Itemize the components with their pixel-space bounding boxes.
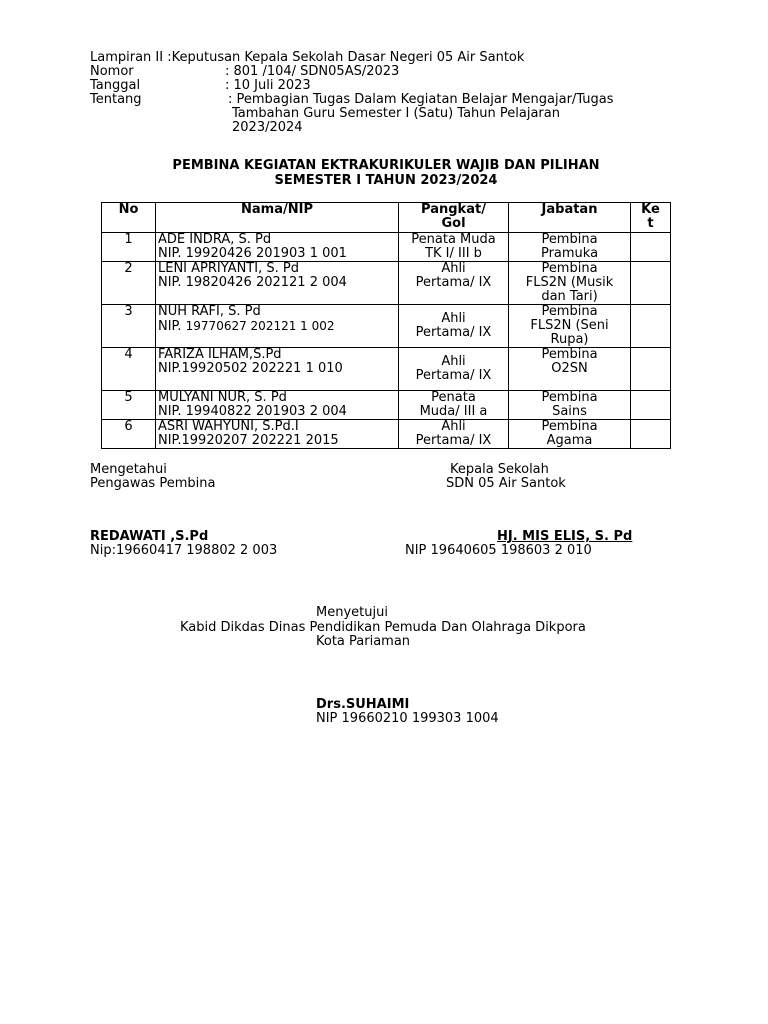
kepala-sekolah-label: Kepala Sekolah (450, 462, 549, 477)
teacher-name: ADE INDRA, S. Pd (158, 232, 272, 247)
teacher-nip: NIP. 19820426 202121 2 004 (158, 275, 347, 290)
pengawas-nip: Nip:19660417 198802 2 003 (90, 543, 278, 558)
cell-no: 5 (102, 391, 156, 420)
mengetahui-label: Mengetahui (90, 462, 167, 477)
jabatan-line-3: Rupa) (550, 332, 589, 347)
jabatan-line-2: FLS2N (Musik (525, 275, 614, 290)
cell-pangkat (399, 233, 509, 262)
kota-label: Kota Pariaman (316, 634, 411, 649)
teacher-nip: NIP.19920502 202221 1 010 (158, 361, 343, 376)
header-no: No (102, 203, 156, 233)
cell-ket (631, 391, 671, 420)
cell-no: 6 (102, 420, 156, 449)
header-nama-nip: Nama/NIP (156, 203, 399, 233)
teacher-nip: NIP.19920207 202221 2015 (158, 433, 339, 448)
teacher-nip: NIP. 19920426 201903 1 001 (158, 246, 347, 261)
cell-ket (631, 305, 671, 348)
pengawas-name: REDAWATI ,S.Pd (90, 529, 209, 544)
kabid-label: Kabid Dikdas Dinas Pendidikan Pemuda Dan Olahraga Dikpora (180, 620, 586, 635)
nomor-value: : 801 /104/ SDN05AS/2023 (225, 64, 400, 79)
cell-pangkat (399, 420, 509, 449)
cell-nama-nip (156, 348, 399, 391)
kabid-name: Drs.SUHAIMI (316, 697, 410, 712)
teacher-name: NUH RAFI, S. Pd (158, 304, 261, 319)
jabatan-line-3: dan Tari) (541, 289, 598, 304)
pangkat-line-2: Pertama/ IX (415, 368, 492, 383)
header-pangkat-line-2: Gol (441, 216, 466, 231)
teacher-name: FARIZA ILHAM,S.Pd (158, 347, 282, 362)
pangkat-line-2: Pertama/ IX (415, 433, 492, 448)
jabatan-line-2: FLS2N (Seni (530, 318, 609, 333)
teacher-nip: NIP. 19940822 201903 2 004 (158, 404, 347, 419)
tentang-line-1: : Pembagian Tugas Dalam Kegiatan Belajar Mengajar/Tugas (228, 92, 614, 107)
kabid-nip: NIP 19660210 199303 1004 (316, 711, 499, 726)
lampiran-value: Keputusan Kepala Sekolah Dasar Negeri 05 Air Santok (171, 50, 525, 65)
jabatan-line-1: Pembina (541, 390, 598, 405)
tanggal-label: Tanggal (90, 78, 141, 93)
pangkat-line-1: Penata Muda (411, 232, 496, 247)
cell-ket (631, 233, 671, 262)
jabatan-line-2: O2SN (551, 361, 588, 376)
pengawas-label: Pengawas Pembina (90, 476, 216, 491)
cell-jabatan (509, 348, 631, 391)
header-jabatan: Jabatan (509, 203, 631, 233)
cell-ket (631, 420, 671, 449)
jabatan-line-1: Pembina (541, 419, 598, 434)
header-pangkat-gol (399, 203, 509, 233)
cell-nama-nip (156, 305, 399, 348)
jabatan-line-1: Pembina (541, 347, 598, 362)
nip-number: 19770627 202121 1 002 (185, 319, 335, 333)
cell-nama-nip (156, 233, 399, 262)
cell-jabatan (509, 391, 631, 420)
cell-pangkat (399, 262, 509, 305)
menyetujui-label: Menyetujui (316, 605, 388, 620)
school-name-label: SDN 05 Air Santok (446, 476, 566, 491)
lampiran-label: Lampiran II : (90, 50, 172, 65)
table-row (102, 233, 671, 262)
table-row (102, 348, 671, 391)
pangkat-line-2: Muda/ III a (419, 404, 488, 419)
teacher-name: MULYANI NUR, S. Pd (158, 390, 287, 405)
cell-jabatan (509, 305, 631, 348)
pangkat-line-1: Ahli (441, 311, 466, 326)
kepala-sekolah-nip: NIP 19640605 198603 2 010 (405, 543, 592, 558)
document-title-line-2: SEMESTER I TAHUN 2023/2024 (274, 173, 498, 188)
cell-nama-nip (156, 391, 399, 420)
jabatan-line-1: Pembina (541, 261, 598, 276)
cell-jabatan (509, 420, 631, 449)
cell-ket (631, 348, 671, 391)
pangkat-line-2: Pertama/ IX (415, 325, 492, 340)
pangkat-line-1: Penata (431, 390, 476, 405)
nomor-label: Nomor (90, 64, 134, 79)
jabatan-line-1: Pembina (541, 232, 598, 247)
cell-no: 2 (102, 262, 156, 305)
kepala-sekolah-name: HJ. MIS ELIS, S. Pd (497, 529, 633, 544)
table-row (102, 391, 671, 420)
header-pangkat-line-1: Pangkat/ (421, 202, 486, 217)
table-row (102, 262, 671, 305)
cell-nama-nip (156, 420, 399, 449)
pangkat-line-2: Pertama/ IX (415, 275, 492, 290)
cell-no: 1 (102, 233, 156, 262)
cell-nama-nip (156, 262, 399, 305)
table-header-row (102, 203, 671, 233)
cell-jabatan (509, 233, 631, 262)
pangkat-line-2: TK I/ III b (425, 246, 482, 261)
cell-ket (631, 262, 671, 305)
header-ket-line-1: Ke (641, 202, 660, 217)
jabatan-line-2: Pramuka (540, 246, 599, 261)
pangkat-line-1: Ahli (441, 419, 466, 434)
tentang-line-2: Tambahan Guru Semester I (Satu) Tahun Pelajaran (232, 106, 560, 121)
lampiran-line (90, 51, 524, 65)
cell-no: 4 (102, 348, 156, 391)
cell-pangkat (399, 348, 509, 391)
assignment-table (101, 202, 671, 449)
tanggal-value: : 10 Juli 2023 (225, 78, 311, 93)
cell-no: 3 (102, 305, 156, 348)
jabatan-line-2: Sains (552, 404, 587, 419)
cell-pangkat (399, 305, 509, 348)
header-ket-line-2: t (647, 216, 654, 231)
nip-prefix: NIP. (158, 319, 182, 334)
tentang-line-3: 2023/2024 (232, 120, 303, 135)
table-row (102, 305, 671, 348)
teacher-name: LENI APRIYANTI, S. Pd (158, 261, 299, 276)
document-title-line-1: PEMBINA KEGIATAN EKTRAKURIKULER WAJIB DAN PILIHAN (172, 158, 600, 173)
teacher-name: ASRI WAHYUNI, S.Pd.I (158, 419, 299, 434)
teacher-nip (158, 319, 396, 334)
cell-pangkat (399, 391, 509, 420)
jabatan-line-2: Agama (546, 433, 593, 448)
tentang-label: Tentang (90, 92, 142, 107)
pangkat-line-1: Ahli (441, 261, 466, 276)
table-row (102, 420, 671, 449)
pangkat-line-1: Ahli (441, 354, 466, 369)
cell-jabatan (509, 262, 631, 305)
header-ket (631, 203, 671, 233)
jabatan-line-1: Pembina (541, 304, 598, 319)
